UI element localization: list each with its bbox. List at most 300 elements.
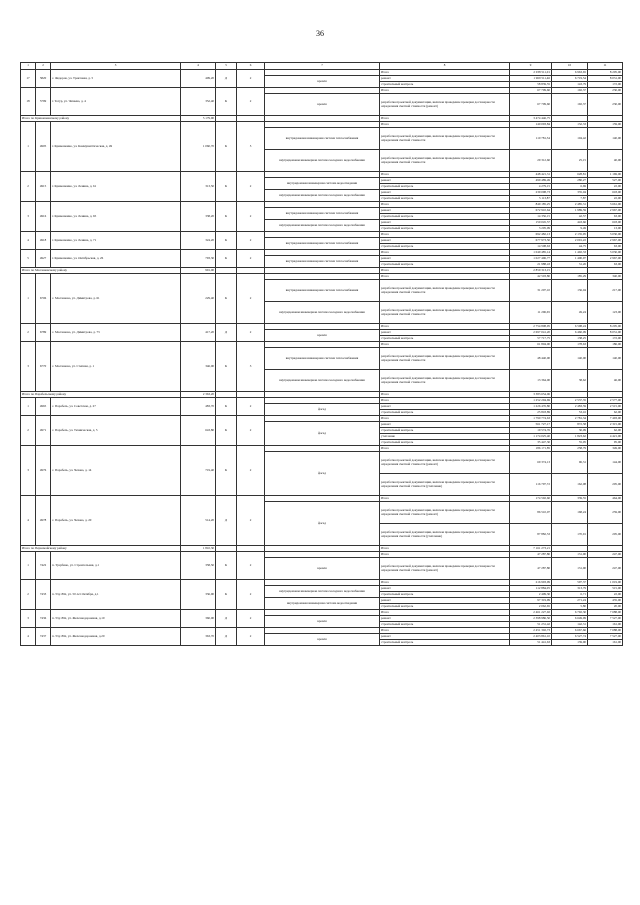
- row-number: 3: [21, 202, 36, 232]
- row-number: 3: [21, 610, 36, 628]
- unit-cost: 42,57: [552, 214, 588, 220]
- object-code: 6770: [36, 342, 51, 392]
- work-sum: 174 592,60: [510, 496, 552, 502]
- unit-cost: 138,25: [552, 336, 588, 342]
- work-type: строительный контроль: [380, 244, 510, 250]
- work-sum: 4 279,15: [510, 184, 552, 190]
- floor-count: 2: [237, 250, 265, 268]
- work-type: разработка проектной документации, включая проведение проверки достоверности определения сметной стоимости (ремонт): [380, 94, 510, 116]
- district-total-label: Итого по Кривошеинскому району: [21, 116, 181, 122]
- max-unit-cost: 22,00: [588, 592, 623, 598]
- work-type: ремонт: [380, 634, 510, 640]
- work-type: Итого: [380, 268, 510, 274]
- unit-cost: 1 989,59: [552, 208, 588, 214]
- floor-count: 2: [237, 446, 265, 496]
- unit-cost: 2 091,22: [552, 238, 588, 244]
- work-type: строительный контроль: [380, 214, 510, 220]
- work-type: Итого: [380, 552, 510, 558]
- unit-cost: 44,75: [552, 244, 588, 250]
- object-address: с. Парабель, ул. Техническая, д. 5: [51, 416, 181, 446]
- unit-cost: 872,58: [552, 422, 588, 428]
- floor-count: 2: [237, 552, 265, 580]
- work-sum: 51 231,42: [510, 622, 552, 628]
- column-header: 10: [552, 63, 588, 70]
- work-type: Итого: [380, 172, 510, 178]
- object-area: 1 060,70: [181, 122, 216, 172]
- object-code: 4965: [36, 398, 51, 416]
- unit-cost: 136,04: [552, 280, 588, 302]
- max-unit-cost: 7 688,00: [588, 610, 623, 616]
- row-number: 5: [21, 250, 36, 268]
- work-type: строительный контроль: [380, 592, 510, 598]
- work-sum: 61 804,00: [510, 342, 552, 348]
- system-type: внутридомовая инженерная система холодного водоснабжения: [265, 586, 380, 598]
- object-area: 417,20: [181, 324, 216, 342]
- system-type: внутридомовая инженерная система теплоснабжения: [265, 238, 380, 250]
- system-type: фасад: [265, 452, 380, 496]
- row-number: 2: [21, 416, 36, 446]
- unit-cost: 6 719,54: [552, 76, 588, 82]
- max-unit-cost: 349,00: [588, 446, 623, 452]
- system-type: внутридомовая инженерная система холодного водоснабжения: [265, 220, 380, 232]
- column-header: 6: [237, 63, 265, 70]
- unit-cost: 140,00: [552, 348, 588, 370]
- max-unit-cost: 123,00: [588, 302, 623, 324]
- work-sum: 1 969 511,46: [510, 76, 552, 82]
- wall-material: Д: [216, 70, 237, 88]
- work-type: строительный контроль: [380, 410, 510, 416]
- work-type: разработка проектной документации, включая проведение проверки достоверности определения сметной стоимости (ремонт): [380, 452, 510, 474]
- work-sum: 5 113,87: [510, 196, 552, 202]
- object-code: 4978: [36, 496, 51, 546]
- row-number: 3: [21, 446, 36, 496]
- work-type: ремонт: [380, 404, 510, 410]
- unit-cost: 313,79: [552, 586, 588, 592]
- max-unit-cost: 4 421,00: [588, 434, 623, 440]
- unit-cost: 6 598,24: [552, 324, 588, 330]
- unit-cost: 53,16: [552, 410, 588, 416]
- work-sum: 499 489,49: [510, 178, 552, 184]
- unit-cost: 170,91: [552, 524, 588, 546]
- wall-material: К: [216, 580, 237, 610]
- wall-material: К: [216, 274, 237, 324]
- floor-count: 2: [237, 324, 265, 342]
- object-area: 352,40: [181, 88, 216, 116]
- work-sum: 672 910,64: [510, 208, 552, 214]
- row-number: 1: [21, 552, 36, 580]
- object-address: с. Молчаново, ул. Димитрова, д. 61: [51, 274, 181, 324]
- work-sum: 112 884,05: [510, 586, 552, 592]
- max-unit-cost: 161,00: [588, 640, 623, 646]
- system-type: внутридомовая инженерная система теплоснабжения: [265, 208, 380, 220]
- work-sum: 1 049 485,14: [510, 250, 552, 256]
- max-unit-cost: 144,00: [588, 452, 623, 474]
- total-sum: 3 474 446,75: [510, 116, 552, 122]
- work-type: Итого: [380, 202, 510, 208]
- object-code: 4916: [36, 202, 51, 232]
- work-type: разработка проектной документации, включая проведение проверки достоверности определения сметной стоимости (утепление): [380, 524, 510, 546]
- wall-material: К: [216, 446, 237, 496]
- max-unit-cost: 63,00: [588, 262, 623, 268]
- work-type: Итого: [380, 392, 510, 398]
- work-type: Итого: [380, 628, 510, 634]
- object-code: 7437: [36, 628, 51, 646]
- max-unit-cost: 159,00: [588, 122, 623, 128]
- work-sum: 14 508,63: [510, 244, 552, 250]
- max-unit-cost: 8 205,00: [588, 70, 623, 76]
- unit-cost: 6 963,65: [552, 70, 588, 76]
- work-type: Итого: [380, 122, 510, 128]
- unit-cost: 6 792,30: [552, 610, 588, 616]
- work-sum: 849 185,25: [510, 202, 552, 208]
- unit-cost: 628,81: [552, 172, 588, 178]
- total-area: 5 179,90: [181, 116, 216, 122]
- wall-material: К: [216, 88, 237, 116]
- work-type: Итого: [380, 274, 510, 280]
- system-type: внутридомовая инженерная система теплоснабжения: [265, 128, 380, 150]
- object-area: 360,00: [181, 610, 216, 628]
- row-number: 4: [21, 628, 36, 646]
- object-code: 6706: [36, 274, 51, 324]
- max-unit-cost: 63,00: [588, 214, 623, 220]
- work-type: Итого: [380, 342, 510, 348]
- max-unit-cost: 2 967,00: [588, 256, 623, 262]
- work-type: разработка проектной документации, включая проведение проверки достоверности определения сметной стоимости: [380, 348, 510, 370]
- object-area: 358,50: [181, 552, 216, 580]
- unit-cost: 2 483,59: [552, 404, 588, 410]
- object-address: п. Улу-Юл, ул. Железнодорожная, д.20: [51, 628, 181, 646]
- system-type: внутридомовая инженерная система водоотведения: [265, 598, 380, 610]
- floor-count: 3: [237, 342, 265, 392]
- object-code: 4976: [36, 446, 51, 496]
- object-area: 346,00: [181, 342, 216, 392]
- max-unit-cost: 172,00: [588, 336, 623, 342]
- unit-cost: 38,62: [552, 370, 588, 392]
- unit-cost: 443,66: [552, 220, 588, 226]
- max-unit-cost: 46,00: [588, 370, 623, 392]
- unit-cost: 30,09: [552, 428, 588, 434]
- max-unit-cost: 20,00: [588, 604, 623, 610]
- work-sum: 19 574,76: [510, 428, 552, 434]
- column-header: 5: [216, 63, 237, 70]
- work-sum: 2 398 986,50: [510, 616, 552, 622]
- work-type: строительный контроль: [380, 196, 510, 202]
- wall-material: К: [216, 342, 237, 392]
- unit-cost: 185,29: [552, 274, 588, 280]
- work-sum: 2 409,30: [510, 592, 552, 598]
- header-row: [21, 63, 623, 70]
- max-unit-cost: 7 527,00: [588, 616, 623, 622]
- max-unit-cost: 161,00: [588, 622, 623, 628]
- system-type: кровля: [265, 616, 380, 628]
- work-sum: 561 727,17: [510, 422, 552, 428]
- work-sum: 11 296,65: [510, 302, 552, 324]
- floor-count: 2: [237, 628, 265, 646]
- max-unit-cost: 3 030,00: [588, 250, 623, 256]
- max-unit-cost: 515,00: [588, 586, 623, 592]
- unit-cost: 271,24: [552, 598, 588, 604]
- work-type: строительный контроль: [380, 440, 510, 446]
- unit-cost: 2 781,34: [552, 416, 588, 422]
- system-type: внутридомовая инженерная система холодного водоснабжения: [265, 190, 380, 202]
- system-type: внутридомовая инженерная система теплоснабжения: [265, 280, 380, 302]
- work-type: ремонт: [380, 220, 510, 226]
- unit-cost: 597,37: [552, 580, 588, 586]
- row-number: 18: [21, 88, 36, 116]
- work-type: разработка проектной документации, включая проведение проверки достоверности определения сметной стоимости: [380, 128, 510, 150]
- unit-cost: 96,31: [552, 452, 588, 474]
- floor-count: 2: [237, 398, 265, 416]
- row-number: 1: [21, 274, 36, 324]
- floor-count: 2: [237, 70, 265, 88]
- max-unit-cost: 2 967,00: [588, 238, 623, 244]
- object-address: с. Федоров, ул. Трактовая, д. 5: [51, 70, 181, 88]
- row-number: 2: [21, 324, 36, 342]
- max-unit-cost: 172,00: [588, 82, 623, 88]
- object-code: 5820: [36, 70, 51, 88]
- object-area: 363,70: [181, 628, 216, 646]
- object-code: 4971: [36, 416, 51, 446]
- object-code: 4905: [36, 122, 51, 172]
- work-sum: 13 364,00: [510, 370, 552, 392]
- max-unit-cost: 247,00: [588, 552, 623, 558]
- unit-cost: 139,90: [552, 640, 588, 646]
- work-type: утепление: [380, 434, 510, 440]
- work-sum: 31 207,10: [510, 280, 552, 302]
- column-header: 3: [51, 63, 181, 70]
- max-unit-cost: 2 315,00: [588, 422, 623, 428]
- work-sum: 692 482,13: [510, 232, 552, 238]
- max-unit-cost: 63,00: [588, 244, 623, 250]
- floor-count: 2: [237, 172, 265, 202]
- row-number: 2: [21, 580, 36, 610]
- object-address: с. Молчаново, ул. Степная, д. 1: [51, 342, 181, 392]
- object-address: г. Кривошеино, ул. Ленина, д. 61: [51, 172, 181, 202]
- object-code: 5799: [36, 88, 51, 116]
- object-code: 7436: [36, 610, 51, 628]
- max-unit-cost: 7 493,00: [588, 416, 623, 422]
- max-unit-cost: 2 577,00: [588, 398, 623, 404]
- row-number: 4: [21, 496, 36, 546]
- work-sum: 57 717,75: [510, 336, 552, 342]
- unit-cost: 104,42: [552, 128, 588, 150]
- max-unit-cost: 140,00: [588, 348, 623, 370]
- work-sum: 29 312,60: [510, 150, 552, 172]
- object-area: 409,20: [181, 70, 216, 88]
- max-unit-cost: 217,00: [588, 280, 623, 302]
- system-type: внутридомовая инженерная система водоотведения: [265, 178, 380, 190]
- max-unit-cost: 22,00: [588, 196, 623, 202]
- wall-material: Д: [216, 324, 237, 342]
- floor-count: 2: [237, 416, 265, 446]
- work-sum: 14 356,15: [510, 214, 552, 220]
- row-number: 1: [21, 398, 36, 416]
- floor-count: 2: [237, 88, 265, 116]
- work-type: разработка проектной документации, включая проведение проверки достоверности определения сметной стоимости: [380, 370, 510, 392]
- object-address: г. Кривошеино, ул. Октябрьская, д. 26: [51, 250, 181, 268]
- max-unit-cost: 2 967,00: [588, 208, 623, 214]
- object-address: г. Кривошеино, ул. Коммунистическая, д. 49: [51, 122, 181, 172]
- floor-count: 2: [237, 610, 265, 628]
- row-number: 17: [21, 70, 36, 88]
- work-type: ремонт: [380, 208, 510, 214]
- system-type: внутридомовая инженерная система теплоснабжения: [265, 256, 380, 268]
- work-sum: 86 510,07: [510, 502, 552, 524]
- object-area: 514,20: [181, 496, 216, 546]
- work-sum: 47 287,80: [510, 552, 552, 558]
- max-unit-cost: 13,00: [588, 226, 623, 232]
- unit-cost: 192,37: [552, 88, 588, 94]
- system-type: внутридомовая инженерная система холодного водоснабжения: [265, 370, 380, 392]
- work-type: ремонт: [380, 422, 510, 428]
- work-type: Итого: [380, 232, 510, 238]
- object-code: 7422: [36, 552, 51, 580]
- max-unit-cost: 8 031,00: [588, 76, 623, 82]
- work-type: Итого: [380, 496, 510, 502]
- row-number: 3: [21, 342, 36, 392]
- max-unit-cost: 95,00: [588, 440, 623, 446]
- work-sum: 21 988,43: [510, 262, 552, 268]
- object-address: с. Парабель, ул. Чехова, д. 14: [51, 446, 181, 496]
- unit-cost: 6,69: [552, 184, 588, 190]
- work-type: строительный контроль: [380, 604, 510, 610]
- total-area: 991,00: [181, 268, 216, 274]
- object-code: 7433: [36, 580, 51, 610]
- district-total-label: Итого по Первомайскому району: [21, 546, 181, 552]
- floor-count: 2: [237, 274, 265, 324]
- work-sum: 150 045,57: [510, 220, 552, 226]
- unit-cost: 339,55: [552, 496, 588, 502]
- row-number: 2: [21, 172, 36, 202]
- max-unit-cost: 259,00: [588, 502, 623, 524]
- unit-cost: 1 400,97: [552, 256, 588, 262]
- work-type: разработка проектной документации, включая проведение проверки достоверности определения сметной стоимости (ремонт): [380, 558, 510, 580]
- unit-cost: 49,24: [552, 302, 588, 324]
- object-address: п. Улу-Юл, ул. 50 лет Октября, д.1: [51, 580, 181, 610]
- system-type: кровля: [265, 330, 380, 342]
- object-area: 719,40: [181, 446, 216, 496]
- object-code: 4927: [36, 250, 51, 268]
- unit-cost: 6 667,66: [552, 628, 588, 634]
- floor-count: 2: [237, 202, 265, 232]
- object-code: 4918: [36, 232, 51, 250]
- work-sum: 2 461 227,92: [510, 610, 552, 616]
- object-address: с. Молчаново, ул. Димитрова, д. 73: [51, 324, 181, 342]
- system-type: кровля: [265, 558, 380, 580]
- unit-cost: 178,63: [552, 342, 588, 348]
- work-sum: 42 503,80: [510, 274, 552, 280]
- max-unit-cost: 205,00: [588, 474, 623, 496]
- column-header: 4: [181, 63, 216, 70]
- unit-cost: 131,90: [552, 552, 588, 558]
- object-code: 6789: [36, 324, 51, 342]
- unit-cost: 162,08: [552, 474, 588, 496]
- work-sum: 1 226 476,80: [510, 404, 552, 410]
- work-type: строительный контроль: [380, 226, 510, 232]
- work-type: Итого: [380, 70, 510, 76]
- system-type: внутридомовая инженерная система теплоснабжения: [265, 348, 380, 370]
- work-sum: 67 709,60: [510, 94, 552, 116]
- work-sum: 216 993,99: [510, 580, 552, 586]
- unit-cost: 142,31: [552, 622, 588, 628]
- work-sum: 448 421,31: [510, 172, 552, 178]
- floor-count: 5: [237, 122, 265, 172]
- unit-cost: 25,15: [552, 150, 588, 172]
- work-sum: 1 027 496,77: [510, 256, 552, 262]
- wall-material: К: [216, 398, 237, 416]
- max-unit-cost: 186,00: [588, 342, 623, 348]
- work-type: строительный контроль: [380, 82, 510, 88]
- wall-material: К: [216, 416, 237, 446]
- row-number: 1: [21, 122, 36, 172]
- wall-material: К: [216, 202, 237, 232]
- max-unit-cost: 464,00: [588, 496, 623, 502]
- work-sum: 35 447,30: [510, 440, 552, 446]
- work-sum: 97 319,99: [510, 598, 552, 604]
- work-sum: 677 973,50: [510, 238, 552, 244]
- floor-count: 2: [237, 232, 265, 250]
- work-sum: 3 205,09: [510, 226, 552, 232]
- max-unit-cost: 1 169,00: [588, 172, 623, 178]
- work-type: Итого: [380, 88, 510, 94]
- max-unit-cost: 22,00: [588, 184, 623, 190]
- object-address: г. Кривошеино, ул. Ленина, д. 71: [51, 232, 181, 250]
- max-unit-cost: 62,00: [588, 410, 623, 416]
- system-type: внутридомовая инженерная система холодного водоснабжения: [265, 302, 380, 324]
- column-header: 1: [21, 63, 36, 70]
- row-number: 4: [21, 232, 36, 250]
- work-type: ремонт: [380, 616, 510, 622]
- object-address: с. Парабель, ул. Советская, д. 27: [51, 398, 181, 416]
- object-area: 336,90: [181, 580, 216, 610]
- unit-cost: 168,24: [552, 502, 588, 524]
- system-type: фасад: [265, 422, 380, 446]
- object-area: 643,80: [181, 416, 216, 446]
- max-unit-cost: 8 205,00: [588, 324, 623, 330]
- unit-cost: 280,27: [552, 178, 588, 184]
- unit-cost: 335,04: [552, 190, 588, 196]
- work-type: строительный контроль: [380, 336, 510, 342]
- unit-cost: 6 649,99: [552, 616, 588, 622]
- unit-cost: 1 492,33: [552, 250, 588, 256]
- object-address: г. Кривошеино, ул. Ленина, д. 65: [51, 202, 181, 232]
- column-header: 7: [265, 63, 380, 70]
- max-unit-cost: 340,00: [588, 274, 623, 280]
- system-type: кровля: [265, 634, 380, 646]
- unit-cost: 6 527,74: [552, 634, 588, 640]
- wall-material: Д: [216, 496, 237, 546]
- work-type: строительный контроль: [380, 184, 510, 190]
- work-sum: 239 098,73: [510, 190, 552, 196]
- object-area: 313,50: [181, 172, 216, 202]
- max-unit-cost: 230,00: [588, 88, 623, 94]
- unit-cost: 6,71: [552, 592, 588, 598]
- wall-material: Д: [216, 610, 237, 628]
- unit-cost: 143,79: [552, 82, 588, 88]
- system-type: фасад: [265, 404, 380, 416]
- object-address: с. Парабель, ул. Чехова, д. 20: [51, 496, 181, 546]
- max-unit-cost: 1 019,00: [588, 580, 623, 586]
- work-type: ремонт: [380, 330, 510, 336]
- max-unit-cost: 2 515,00: [588, 404, 623, 410]
- work-type: ремонт: [380, 76, 510, 82]
- work-sum: 2 038 511,01: [510, 70, 552, 76]
- object-code: 4915: [36, 172, 51, 202]
- max-unit-cost: 3 030,00: [588, 232, 623, 238]
- work-type: разработка проектной документации, включая проведение проверки достоверности определения сметной стоимости: [380, 280, 510, 302]
- max-unit-cost: 7 527,00: [588, 634, 623, 640]
- unit-cost: 7,87: [552, 196, 588, 202]
